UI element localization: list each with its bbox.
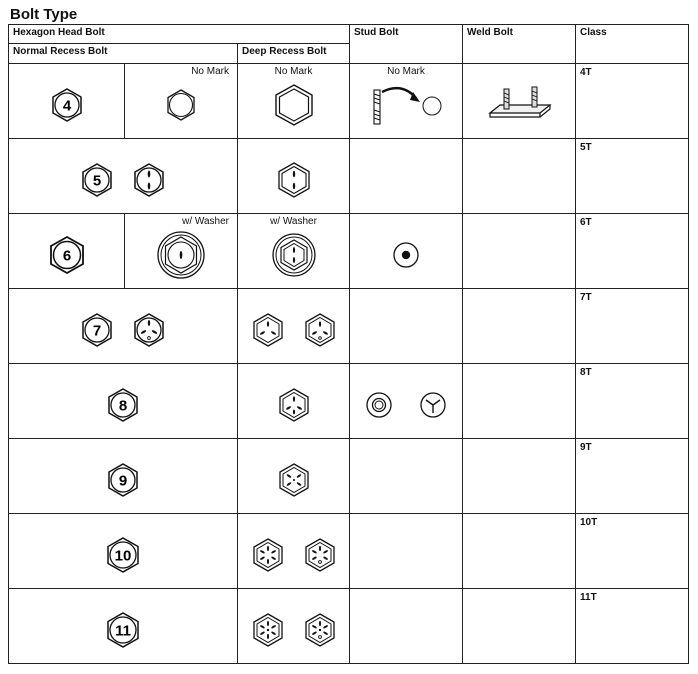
deep-recess-cell xyxy=(238,214,350,289)
header-class: Class xyxy=(576,25,689,64)
note-no-mark: No Mark xyxy=(387,66,425,77)
stud-end-dot-icon xyxy=(392,241,420,269)
hex-head-with-number-icon xyxy=(105,387,141,423)
deep-recess-hex-no-mark-icon xyxy=(272,83,316,127)
class-cell: 9T xyxy=(576,439,689,514)
deep-recess-seven-marks-icon xyxy=(250,612,286,648)
deep-recess-with-washer-icon xyxy=(271,232,317,278)
normal-recess-cell xyxy=(125,214,238,289)
hex-head-with-number-icon xyxy=(47,235,87,275)
weld-bolt-cell xyxy=(463,364,576,439)
deep-recess-four-marks-icon xyxy=(276,387,312,423)
deep-recess-five-marks-icon xyxy=(276,462,312,498)
weld-bolt-cell xyxy=(463,514,576,589)
head-number: 6 xyxy=(62,247,71,265)
deep-recess-six-marks-icon xyxy=(302,537,338,573)
note-with-washer: w/ Washer xyxy=(182,216,229,227)
stud-end-y-mark-icon xyxy=(419,391,447,419)
deep-recess-cell xyxy=(238,589,350,664)
hex-head-no-mark-icon xyxy=(164,88,198,122)
normal-recess-cell xyxy=(9,364,238,439)
deep-recess-two-marks-icon xyxy=(275,161,313,199)
hex-head-with-number-icon xyxy=(49,87,85,123)
normal-recess-cell xyxy=(9,514,238,589)
deep-recess-cell xyxy=(238,139,350,214)
header-normal-recess: Normal Recess Bolt xyxy=(9,44,238,64)
deep-recess-cell xyxy=(238,64,350,139)
deep-recess-six-marks-icon xyxy=(250,537,286,573)
normal-recess-cell xyxy=(9,64,125,139)
head-number: 7 xyxy=(92,322,102,340)
stud-end-ring-icon xyxy=(365,391,393,419)
note-with-washer: w/ Washer xyxy=(270,216,317,227)
weld-bolt-icon xyxy=(484,83,554,127)
page-title: Bolt Type xyxy=(10,6,78,23)
normal-recess-cell xyxy=(9,589,238,664)
weld-bolt-cell xyxy=(463,289,576,364)
stud-bolt-cell xyxy=(350,589,463,664)
class-cell: 10T xyxy=(576,514,689,589)
deep-recess-cell xyxy=(238,364,350,439)
table-row xyxy=(9,439,689,514)
header-weld-bolt: Weld Bolt xyxy=(463,25,576,64)
stud-bolt-cell xyxy=(350,214,463,289)
head-number: 8 xyxy=(118,397,128,415)
head-number: 9 xyxy=(118,472,128,490)
class-cell: 5T xyxy=(576,139,689,214)
header-deep-recess: Deep Recess Bolt xyxy=(238,44,350,64)
table-row xyxy=(9,364,689,439)
normal-recess-cell xyxy=(9,289,238,364)
hex-head-with-number-icon xyxy=(104,536,142,574)
note-no-mark: No Mark xyxy=(191,66,229,77)
bolt-type-table xyxy=(8,24,689,664)
hex-head-with-number-icon xyxy=(104,611,142,649)
hex-head-two-marks-icon xyxy=(131,162,167,198)
head-number: 5 xyxy=(92,172,102,190)
weld-bolt-cell xyxy=(463,589,576,664)
head-number: 10 xyxy=(114,547,132,565)
deep-recess-cell xyxy=(238,514,350,589)
normal-recess-cell xyxy=(9,214,125,289)
hex-head-with-number-icon xyxy=(79,162,115,198)
stud-bolt-with-arrow-icon xyxy=(366,80,446,130)
table-row xyxy=(9,139,689,214)
head-number: 11 xyxy=(115,622,131,640)
deep-recess-three-marks-icon xyxy=(302,312,338,348)
deep-recess-three-marks-icon xyxy=(250,312,286,348)
weld-bolt-cell xyxy=(463,439,576,514)
hex-head-with-number-icon xyxy=(79,312,115,348)
stud-bolt-cell xyxy=(350,514,463,589)
note-no-mark: No Mark xyxy=(274,66,313,77)
class-cell: 8T xyxy=(576,364,689,439)
normal-recess-cell xyxy=(9,139,238,214)
weld-bolt-cell xyxy=(463,214,576,289)
header-stud-bolt: Stud Bolt xyxy=(350,25,463,64)
class-cell: 6T xyxy=(576,214,689,289)
head-number: 4 xyxy=(62,97,71,115)
stud-bolt-cell xyxy=(350,439,463,514)
deep-recess-cell xyxy=(238,289,350,364)
stud-bolt-cell xyxy=(350,64,463,139)
header-hexagon-head: Hexagon Head Bolt xyxy=(9,25,350,44)
hex-head-with-number-icon xyxy=(105,462,141,498)
table-row xyxy=(9,514,689,589)
table-row xyxy=(9,214,689,289)
table-row xyxy=(9,589,689,664)
class-cell: 7T xyxy=(576,289,689,364)
table-row xyxy=(9,289,689,364)
normal-recess-cell xyxy=(125,64,238,139)
deep-recess-seven-marks-icon xyxy=(302,612,338,648)
normal-recess-cell xyxy=(9,439,238,514)
class-cell: 4T xyxy=(576,64,689,139)
stud-bolt-cell xyxy=(350,364,463,439)
deep-recess-cell xyxy=(238,439,350,514)
hex-head-three-marks-icon xyxy=(131,312,167,348)
weld-bolt-cell xyxy=(463,64,576,139)
stud-bolt-cell xyxy=(350,139,463,214)
weld-bolt-cell xyxy=(463,139,576,214)
hex-head-with-washer-icon xyxy=(156,230,206,280)
class-cell: 11T xyxy=(576,589,689,664)
stud-bolt-cell xyxy=(350,289,463,364)
table-row xyxy=(9,64,689,139)
